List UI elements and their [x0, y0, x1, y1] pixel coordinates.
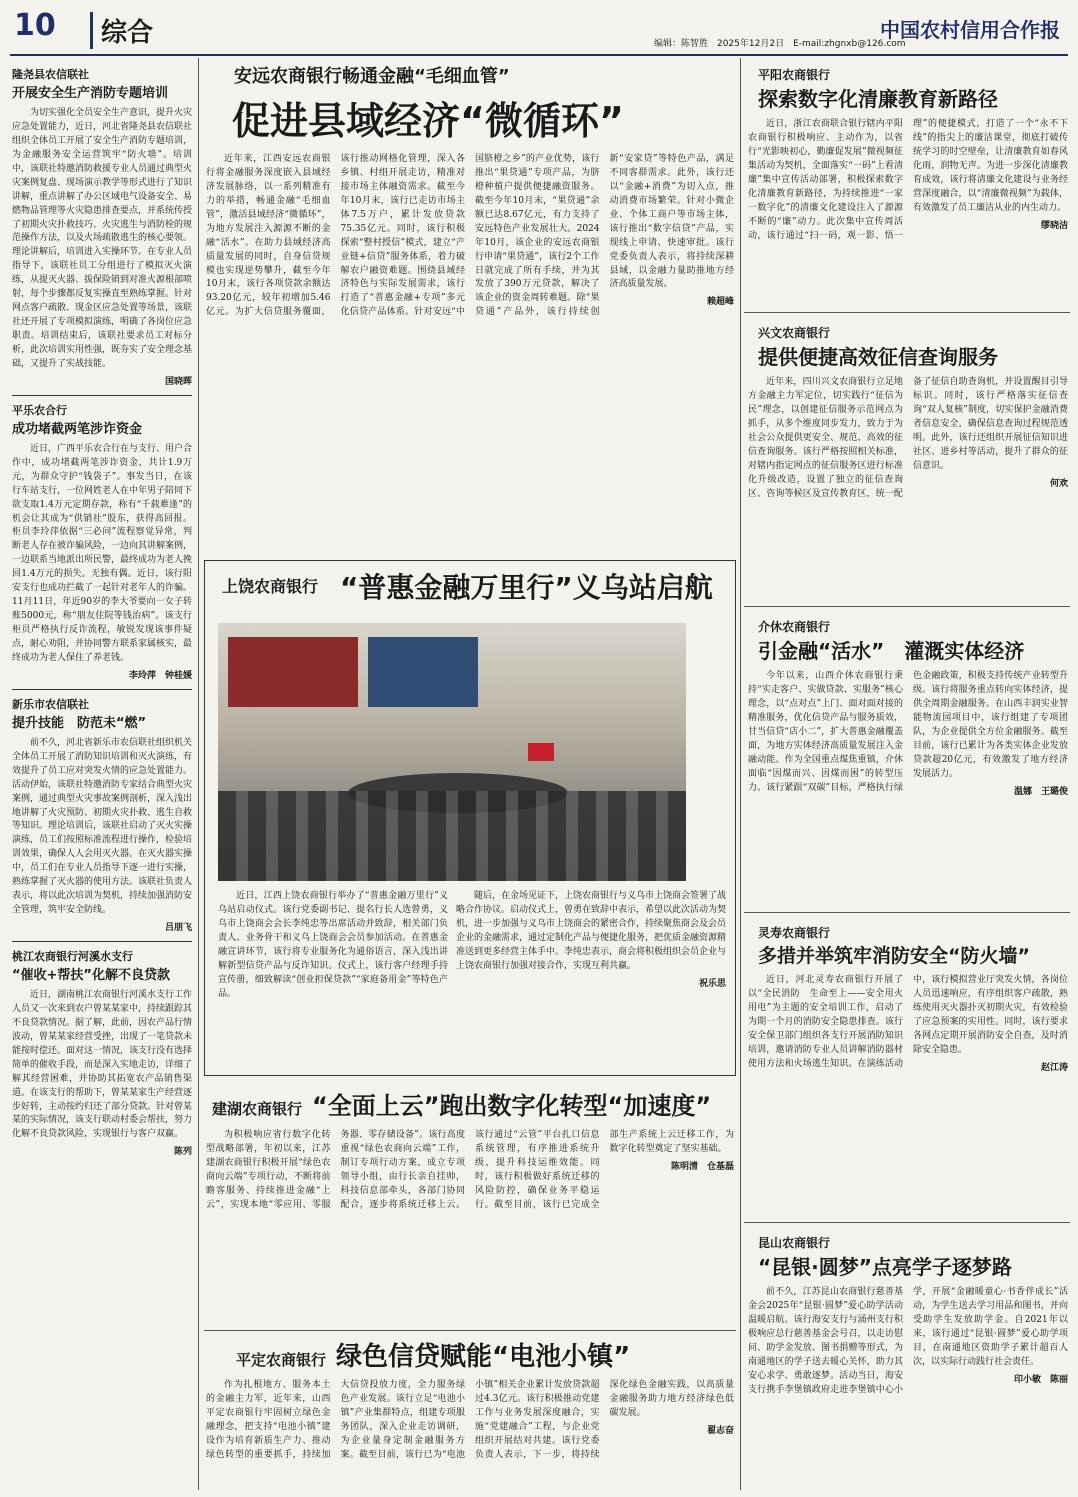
divider: [744, 1222, 1070, 1223]
article-body: 为积极响应省行数字化转型战略部署，年初以来，江苏建湖农商银行积极开展“绿色农商向云端”专项行动，不断将前瞻客服务、持续推进金融“上云”，实现本地“零应用、零服务器、零存储设备”。该行高度重视“绿色农商向云端”工作，制订专项行动方案，成立专项领导小组，由行长亲自挂帅，科技信息部牵头，各部门协同配合，逐步将系统迁移上云。该行通过“云管”平台扎口信息系统管理，有序推进系统升级，提升科技运维效能。同时，该行积极做好系统迁移的风险防控，确保业务平稳运行。截至目前，该行已完成全部生产系统上云迁移工作，为数字化转型奠定了坚实基础。: [206, 1130, 734, 1210]
article-columns: [206, 1129, 734, 1317]
photo-title: “普惠金融万里行”义乌站启航: [340, 571, 713, 604]
article-title: 成功堵截两笔涉诈资金: [12, 421, 143, 437]
article-kicker: 安远农商银行畅通金融“毛细血管”: [234, 66, 510, 87]
article-title: 促进县域经济“微循环”: [232, 99, 624, 143]
divider: [744, 912, 1070, 913]
caption-text: 随后，在金场见证下，上饶农商银行与义乌市上饶商会签署了战略合作协议。启动仪式上，曾勇在致辞中表示，希望以此次活动为契机，进一步加强与义乌市上饶商会的紧密合作，持续聚焦商会及会员企业的金融需求，通过定制化产品与便捷化服务，把优质金融资源精准送到更多经营主体手中。李纯忠表示，商会将积极组织会员企业与上饶农商银行加强对接合作，实现互利共赢。: [456, 891, 726, 971]
article-body: 近日，浙江农商联合银行辖内平阳农商银行积极响应、主动作为，以省行“光影映初心，勤廉促发展”微视频征集活动为契机，全面落实“一码”上看清廉”集中宣传活动部署，积极探索数字化清廉教育新路径，为持续推进“一家一数字化”的清廉文化建设注入了源源不断的“廉”动力。此次集中宣传周活动，该行通过“扫一码，观一影、悟一理”的便捷模式，打造了一个“永不下线”的指尖上的廉洁课堂，彻底打破传统学习的时空壁垒，让清廉教育如春风化雨，润物无声。为进一步深化清廉教育成效，该行将清廉文化建设与业务经营深度融合，以“清廉微视频”为载体，有效激发了员工廉洁从业的内生动力。: [748, 119, 1068, 241]
article-kicker: 建湖农商银行: [212, 1100, 303, 1118]
editor-meta: 编辑：陈智胜 2025年12月2日 E-mail:zhgnxb@126.com: [654, 39, 906, 49]
article-taojiang: [12, 948, 192, 1157]
article-columns: [748, 670, 1068, 912]
article-columns: [206, 1379, 734, 1489]
article-byline: 翟志奋: [706, 1425, 734, 1436]
photo-kicker: 上饶农商银行: [222, 577, 319, 596]
article-body: 为切实强化全员安全生产意识，提升火灾应急处置能力，近日，河北省隆尧县农信联社组织全体员工开展了安全生产消防专题培训，为金融服务安全运营筑牢“防火墙”。培训中，该联社特邀消防救援专业人员通过典型火灾案例复盘、现场演示教学等形式进行了知识讲解，重点讲解了办公区域电气设备安全、易燃物品管理等火灾隐患排查要点，并系统传授了初期火灾扑救技巧、火灾逃生与消防栓的规范操作方法，以及火场疏散逃生的核心要领。理论讲解后，培训进入实操环节。在专业人员指导下，该联社员工分组进行了模拟灭火演练，从提灭火器、拔保险销到对准火源根部喷射，每个步骤都反复实操直至熟练掌握。针对网点客户疏散、现金区应急处置等场景，该联社还开展了专项模拟演练，明确了各岗位应急职责。培训结束后，该联社要求员工对标分析，此次培训实用性强，既夯实了安全理念基础，又提升了实战技能。: [12, 108, 192, 369]
article-title: 开展安全生产消防专题培训: [12, 86, 169, 101]
article-byline: 赵江涛: [1040, 1062, 1068, 1073]
article-kicker: 兴文农商银行: [758, 326, 831, 340]
article-kicker: 介休农商银行: [758, 620, 831, 634]
page-header: [10, 6, 1068, 56]
divider: [744, 312, 1070, 313]
article-kicker: 新乐市农信联社: [12, 697, 89, 711]
article-kicker: 平阳农商银行: [758, 68, 831, 82]
article-title: “全面上云”跑出数字化转型“加速度”: [312, 1092, 712, 1120]
article-byline: 陈明清 仓基磊: [670, 1161, 734, 1172]
article-columns: [748, 376, 1068, 602]
article-kicker: 隆尧县农信联社: [12, 68, 89, 81]
article-title: 绿色信贷赋能“电池小镇”: [336, 1342, 631, 1372]
newspaper-name: 中国农村信用合作报: [880, 18, 1060, 42]
article-title: 提供便捷高效征信查询服务: [758, 345, 998, 369]
photo-caption-left: [218, 890, 448, 1066]
article-title: 引金融“活水” 灌溉实体经济: [758, 639, 1025, 663]
article-byline: 李玲萍 钟桂媛: [128, 670, 192, 681]
left-column: [12, 60, 192, 1490]
article-title: 探索数字化清廉教育新路径: [758, 87, 998, 111]
article-byline: 温娜 王璐俊: [1013, 786, 1068, 797]
article-byline: 何欢: [1049, 478, 1068, 489]
article-lingshou: [748, 918, 1068, 1222]
article-title: “催收+帮扶”化解不良贷款: [12, 968, 170, 983]
article-kicker: 昆山农商银行: [758, 1236, 831, 1250]
meeting-photo: [218, 623, 686, 881]
article-body: 近年来，四川兴文农商银行立足地方金融主力军定位，切实践行“征信为民”理念，以创建征信服务示范网点为抓手，从多个维度同步发力，致力于为社会公众提供更安全、规范、高效的征信查询服务。该行严格按照相关标准，对辖内指定网点的征信服务区进行标准化升级改造，设置了独立的征信查询区、咨询等候区及宣传教育区，统一配备了征信自助查询机，并设置醒目引导标识。同时，该行严格落实征信查询“双人复核”制度，切实保护金融消费者信息安全，确保信息查询过程规范透明。此外，该行还组织开展征信知识进社区、进乡村等活动，提升了群众的征信意识。: [748, 377, 1068, 499]
article-byline: 印小敏 陈丽: [1013, 1374, 1068, 1385]
article-jianhu: [206, 1086, 734, 1326]
article-pingyang: [748, 60, 1068, 310]
article-body: 今年以来，山西介休农商银行秉持“实走客户、实做贷款、实服务”核心理念，以“点对点”上门、面对面对接的精准服务，优化信贷产品与服务质效，甘当信贷“店小二”，扩大普惠金融覆盖面，为地方实体经济高质量发展注入金融动能。作为全国重点煤焦重镇，介休面临“因煤而兴、因煤而困”的转型压力。该行紧跟“双碳”目标，严格执行绿色金融政策，积极支持传统产业转型升级。该行将服务重点转向实体经济，提供全周期金融服务。在山西丰润实业智能物流园项目中，该行组建了专项团队，为企业提供全方位金融服务。截至目前，该行已累计为各类实体企业发放贷款超20亿元，有效激发了地方经济发展活力。: [748, 671, 1068, 793]
article-xingwen: [748, 318, 1068, 604]
article-body: 近日，河北灵寿农商银行开展了以“全民消防 生命至上——安全用火用电”为主题的安全培训工作，启动了为期一个月的消防安全隐患排查。该行安全保卫部门组织各支行开展消防知识培训，邀请消防专业人员讲解消防器材使用方法和火场逃生知识。在演练活动中，该行模拟营业厅突发火情，各岗位人员迅速响应，有序组织客户疏散，熟练使用灭火器扑灭初期火灾，有效检验了应急预案的实用性。同时，该行要求各网点定期开展消防安全自查，及时消除安全隐患。: [748, 975, 1068, 1069]
article-columns: [748, 1286, 1068, 1490]
article-kicker: 平定农商银行: [236, 1351, 327, 1369]
article-jiexiu: [748, 612, 1068, 912]
page-number: 10: [14, 8, 56, 43]
caption-text: 近日，江西上饶农商银行举办了“普惠金融万里行”义乌站启动仪式。该行党委副书记、提名行长人选曾勇，义乌市上饶商会会长李纯忠等出席活动并致辞，相关部门负责人、业务骨干和义乌上饶商会会员参加活动。在普惠金融宣讲环节，该行将专业服务化为通俗语言，深入浅出讲解新型信贷产品与反诈知识。仪式上，该行客户经理手持宣传册，细致解读“创业担保贷款”“家庭备用金”等特色产品。: [218, 891, 448, 999]
article-kicker: 灵寿农商银行: [758, 926, 831, 940]
photo-caption-right: [456, 890, 726, 1066]
article-kicker: 桃江农商银行河溪水支行: [12, 950, 133, 963]
article-title: 提升技能 防范未“燃”: [12, 715, 147, 731]
article-body: 作为扎根地方、服务本土的金融主力军，近年来，山西平定农商银行牢固树立绿色金融理念，把支持“电池小镇”建设作为培育新质生产力、推动绿色转型的重要抓手，持续加大信贷投放力度，全力服务绿色产业发展。该行立足“电池小镇”产业集群特点，组建专项服务团队，深入企业走访调研，为企业量身定制金融服务方案。截至目前，该行已为“电池小镇”相关企业累计发放贷款超过4.3亿元。该行积极推动党建工作与业务发展深度融合，实施“党建融合”工程，与企业党组织开展结对共建。该行党委负责人表示，下一步，将持续深化绿色金融实践，以高质量金融服务助力地方经济绿色低碳发展。: [206, 1380, 734, 1460]
article-body: 近年来，江西安远农商银行将金融服务深度嵌入县域经济发展脉络，以一系列精准有力的举措，畅通金融“毛细血管”，激活县域经济“微循环”，为地方发展注入源源不断的金融“活水”。在助力县域经济高质量发展的同时，自身信贷规模也实现逆势攀升，截至今年10月末，该行各项贷款余额达93.20亿元，较年初增加5.46亿元。为扩大信贷服务覆面，该行推动网格化管理，深入各乡镇、村组开展走访，精准对接市场主体融资需求。截至今年10月末，该行已走访市场主体7.5万户，累计发放贷款75.35亿元。同时，该行积极探索“整村授信”模式，建立“产业链+信贷”服务体系，着力破解农户融资难题。围绕县域经济特色与实际发展需求，该行打造了“普惠金融+专项”多元化信贷产品体系。针对安远“中国脐橙之乡”的产业优势，该行推出“果贷通”专项产品，为脐橙种植户提供便捷融资服务。截至今年10月末，“果贷通”余额已达8.67亿元，有力支持了安远特色产业发展壮大。2024年10月，该企业的安远农商银行申请“果贷通”，该行2个工作日就完成了所有手续，并为其发放了390万元贷款，解决了该企业的资金周转难题。除“果贷通”产品外，该行持续创新“安家贷”等特色产品，满足不同客群需求。此外，该行还以“金融+消费”为切入点，推动消费市场繁荣。针对小微企业、个体工商户等市场主体，该行推出“数字信贷”产品，实现线上申请、快速审批。该行党委负责人表示，将持续深耕县域，以金融力量助推地方经济高质量发展。: [206, 154, 734, 318]
divider: [740, 58, 741, 1490]
article-kunshan: [748, 1228, 1068, 1490]
article-title: “昆银·圆梦”点亮学子逐梦路: [758, 1255, 1012, 1279]
article-byline: 陈列: [173, 1147, 192, 1158]
divider: [12, 395, 192, 396]
article-pingle: [12, 402, 192, 681]
article-anyuan: [206, 58, 734, 548]
article-pingding: [206, 1336, 734, 1492]
caption-byline: 祝乐思: [698, 978, 726, 989]
article-title: 多措并举筑牢消防安全“防火墙”: [758, 945, 1030, 967]
divider: [12, 689, 192, 690]
article-byline: 缪晓洁: [1040, 220, 1068, 231]
article-columns: [748, 974, 1068, 1220]
divider: [204, 1330, 736, 1331]
article-byline: 赖超峰: [706, 297, 734, 308]
divider: [744, 606, 1070, 607]
article-body: 前不久，河北省新乐市农信联社组织机关全体员工开展了消防知识培训和灭火演练，有效提升了员工应对突发火情的应急处置能力。活动伊始，该联社特邀消防专家结合典型火灾案例，通过典型火灾事故案例剖析，深入浅出地讲解了火灾预防、初期火灾扑救、逃生自救等知识。理论培训后，该联社启动了灭火实操演练，员工们按照标准流程进行操作，检验培训效果，确保人人会用灭火器。在灭火器实操中，员工们在专业人员指导下逐一进行实操，熟练掌握了灭火器的使用方法。该联社负责人表示，将以此次培训为契机，持续加强消防安全管理，筑牢安全防线。: [12, 737, 192, 916]
article-kicker: 平乐农合行: [12, 403, 67, 417]
article-body: 近日，湖南桃江农商银行河溪水支行工作人员又一次来到农户曾某某家中，持续跟踪其不良贷款情况。据了解，此前，因农产品行情波动，曾某某家经营受挫，出现了一笔贷款未能按时偿还。面对这一情况，该支行没有选择简单的催收手段，而是深入实地走访，详细了解其经营困难，并协助其拓宽农产品销售渠道。在该支行的帮助下，曾某某家生产经营逐步好转，主动按约归还了部分贷款。针对曾某某的实际情况，该支行联动村委会帮扶，努力化解不良贷款风险，实现银行与客户双赢。: [12, 990, 192, 1140]
section-title: 综合: [90, 12, 153, 49]
article-columns: [206, 153, 734, 523]
article-byline: 吕朋飞: [164, 923, 192, 933]
divider: [198, 58, 199, 1490]
divider: [12, 941, 192, 942]
article-byline: 国晓晖: [164, 376, 192, 387]
article-body: 近日，广西平乐农合行在与支行、用户合作中，成功堵截两笔涉诈资金，共计1.9万元，为群众守护“钱袋子”。事发当日，在该行车站支行，一位网姓老人在中年男子陪同下欲支取1.4万元定期存款，称有“千载难逢”的机会让其成为“供销社”股东，获得高回报。柜员李玲萍依据“三必问”流程察觉异常，判断老人存在被诈骗风险，一边向其讲解案例，一边联系当地派出所民警，最终成功为老人挽回1.4万元的损失。无独有偶。近日，该行阳安支行也成功拦截了一起针对老年人的诈骗。11月11日，年近90岁的李大爷要向一女子转账5000元，称“朋友住院等钱治病”。该支行柜员严格执行反诈流程，敏锐发现该事件疑点，耐心劝阻，并协同警方联系家属核实，最终成功为老人保住了养老钱。: [12, 443, 192, 663]
article-columns: [748, 118, 1068, 308]
article-longyao: [12, 66, 192, 387]
article-body: 前不久，江苏昆山农商银行慈善基金会2025年“昆银·圆梦”爱心助学活动温暖启航。该行海安支行与涌州支行积极响应总行慈善基金会号召，以走访慰问、助学金发放、图书捐赠等形式，为南通地区的学子送去暖心关怀，助力其安心求学、勇敢逐梦。活动当日，海安支行携手李堡镇政府走进李堡镇中心小学，开展“金融暖童心·书香伴成长”活动，为学生送去学习用品和图书，并向受助学生发放助学金。自2021年以来，该行通过“昆银·圆梦”爱心助学项目，在南通地区资助学子累计超百人次，以实际行动践行社会责任。: [748, 1287, 1068, 1395]
article-xinle: [12, 696, 192, 933]
